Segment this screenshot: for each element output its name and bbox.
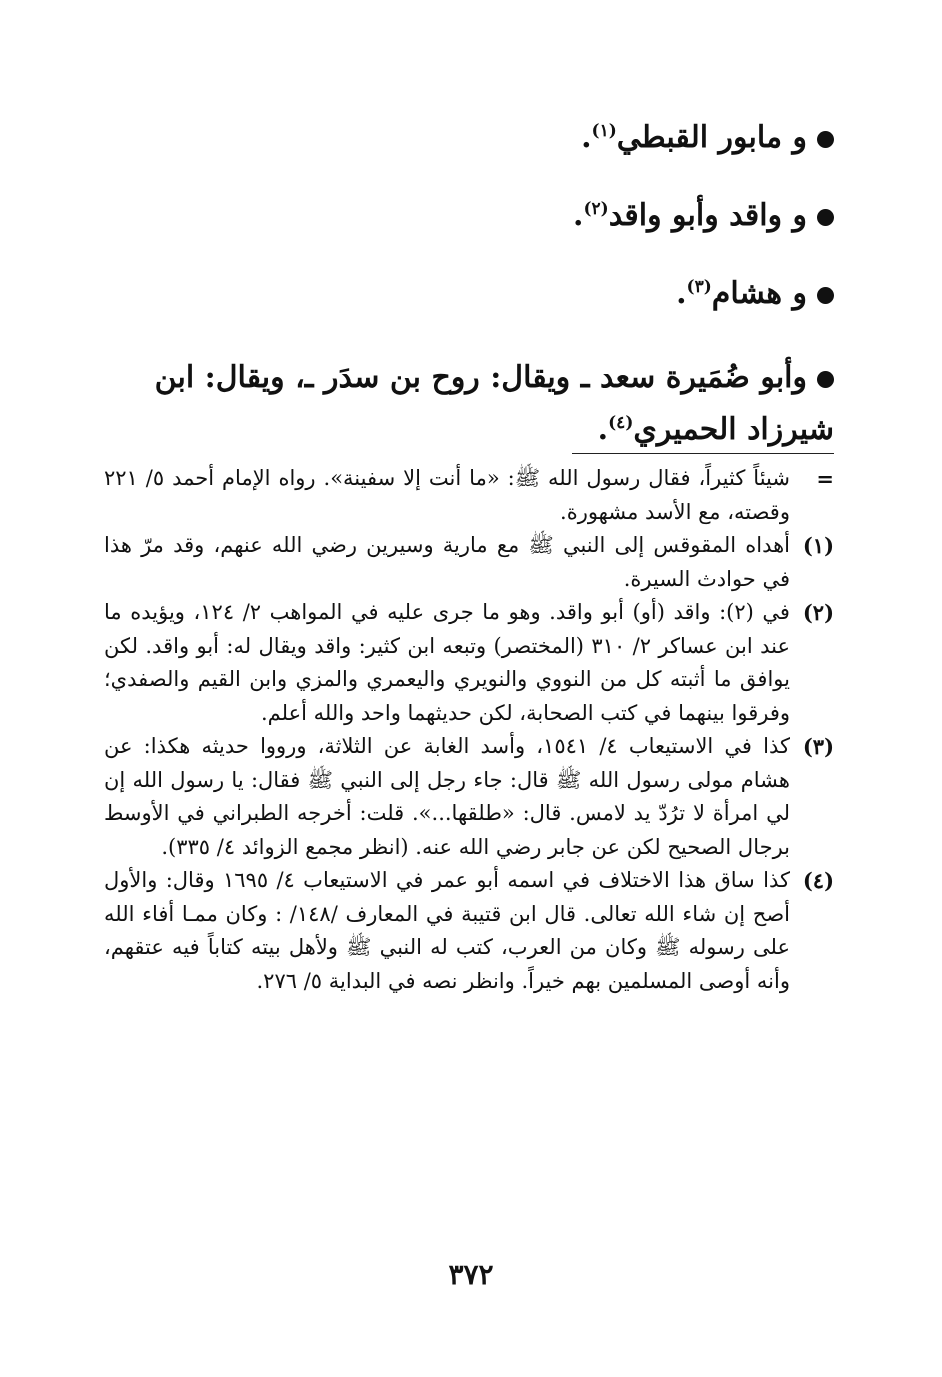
bullet-icon (817, 131, 834, 148)
bullet-item-abu-dumayra (104, 352, 834, 456)
footnote-ref: (٢) (583, 199, 609, 219)
footnote-3 (104, 730, 834, 864)
bullet-text: و مابور القبطي (616, 120, 807, 155)
period: . (581, 120, 592, 155)
footnote-marker: (٤) (802, 868, 834, 893)
footnote-1 (104, 529, 834, 596)
footnote-text: شيئاً كثيراً، فقال رسول الله ﷺ: «ما أنت إلا سفينة». رواه الإمام أحمد ٥/ ٢٢١ وقصته، مع الأسد مشهورة. (104, 466, 790, 524)
bullet-text: و واقد وأبو واقد (608, 198, 807, 233)
bullet-text: و هشام (711, 276, 807, 311)
bullet-item-hisham (104, 274, 834, 314)
bullet-item-mabur (104, 118, 834, 158)
period: . (573, 198, 584, 233)
footnote-text: كذا ساق هذا الاختلاف في اسمه أبو عمر في الاستيعاب ٤/ ١٦٩٥ وقال: والأول أصح إن شاء الله تعالى. قال ابن قتيبة في المعارف /١٤٨/ : وكان ممـا أفاء الله على رسوله ﷺ وكان من العرب، كتب له النبي ﷺ ولأهل بيته كتاباً فيه عتقهم، وأنه أوصى المسلمين بهم خيراً. وانظر نصه في البداية ٥/ ٢٧٦. (104, 868, 791, 993)
bullet-icon (817, 209, 834, 226)
footnote-marker: = (816, 466, 834, 491)
footnote-text: أهداه المقوقس إلى النبي ﷺ مع مارية وسيرين رضي الله عنهم، وقد مرّ هذا في حوادث السيرة. (104, 533, 790, 591)
period: . (597, 412, 609, 447)
footnote-4 (104, 864, 834, 998)
footnote-marker: (١) (802, 533, 834, 558)
period: . (676, 276, 687, 311)
footnote-ref: (٣) (686, 277, 712, 297)
footnote-separator (572, 453, 834, 454)
footnotes (104, 462, 834, 998)
bullet-item-waqid (104, 196, 834, 236)
footnote-marker: (٢) (802, 600, 834, 625)
footnote-continuation (104, 462, 834, 529)
footnote-marker: (٣) (802, 734, 834, 759)
bullet-icon (817, 287, 834, 304)
bullet-icon (817, 371, 834, 388)
footnote-text: في (٢): واقد (أو) أبو واقد. وهو ما جرى عليه في المواهب ٢/ ١٢٤، ويؤيده ما عند ابن عساكر ٢/ ٣١٠ (المختصر) وتبعه ابن كثير: واقد ويقال له: أبو واقد. لكن يوافق ما أثبته كل من النووي والنويري واليعمري والمزي وابن القيم والصفدي؛ وفرقوا بينهما في كتب الصحابة، لكن حديثهما واحد والله أعلم. (104, 600, 791, 725)
footnote-2 (104, 596, 834, 730)
page-number: ٣٧٢ (448, 1258, 494, 1291)
footnote-ref: (١) (591, 121, 617, 141)
footnote-ref: (٤) (608, 413, 634, 433)
main-text (104, 118, 834, 456)
footnote-text: كذا في الاستيعاب ٤/ ١٥٤١، وأسد الغابة عن الثلاثة، ورووا حديثه هكذا: عن هشام مولى رسول الله ﷺ قال: جاء رجل إلى النبي ﷺ فقال: يا رسول الله إن لي امرأة لا ترُدّ يد لامس. قال: «طلقها...». قلت: أخرجه الطبراني في الأوسط برجال الصحيح لكن عن جابر رضي الله عنه. (انظر مجمع الزوائد ٤/ ٣٣٥). (104, 734, 790, 859)
bullet-text: وأبو ضُمَيرة سعد ـ ويقال: روح بن سدَر ـ، ويقال: ابن شيرزاد الحميري (154, 360, 834, 447)
